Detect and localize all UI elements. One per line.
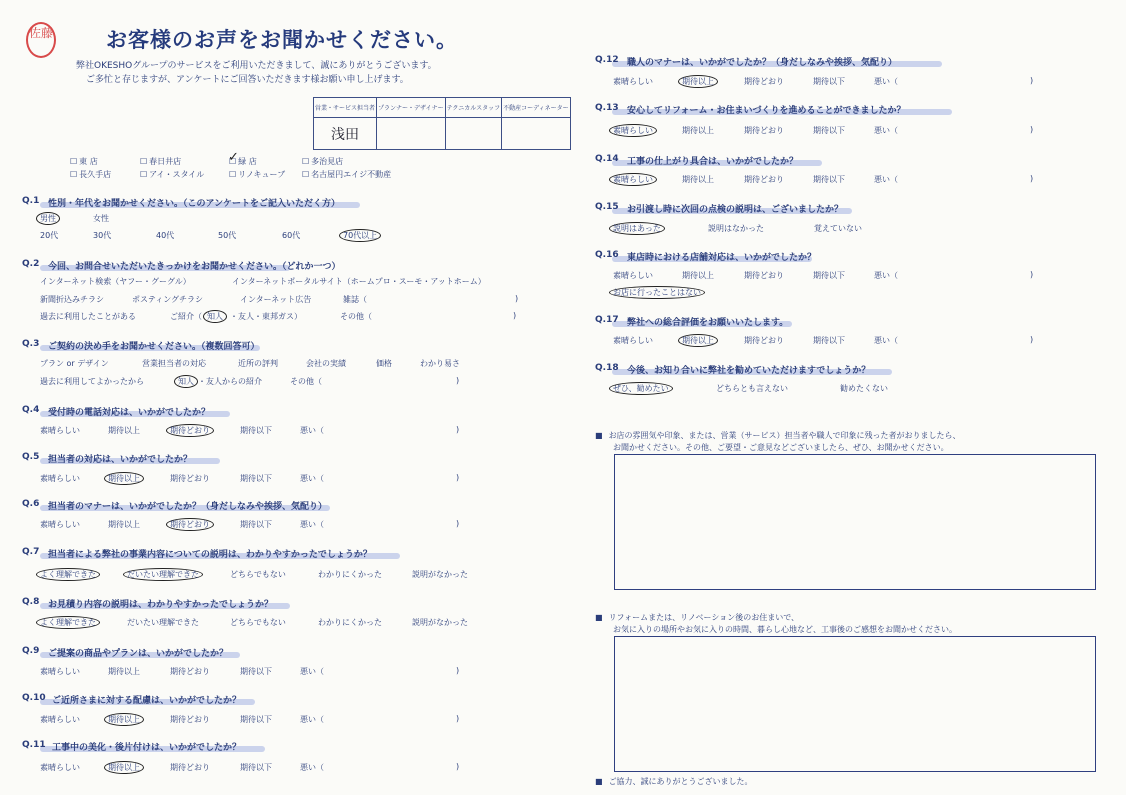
q17-option[interactable]: 素晴らしい	[613, 336, 653, 345]
q5-option[interactable]: 素晴らしい	[40, 474, 80, 483]
staff-value[interactable]	[377, 118, 446, 150]
q3-option[interactable]: 知人	[174, 375, 198, 388]
q6-option[interactable]: 期待以上	[108, 520, 140, 529]
staff-header: 営業・サービス担当者	[314, 98, 377, 118]
q3-option[interactable]: 近所の評判	[238, 359, 278, 368]
q2-option[interactable]: ご紹介（	[170, 312, 202, 321]
q6-option[interactable]: 期待どおり	[166, 518, 214, 531]
q11-option[interactable]: 期待どおり	[170, 763, 210, 772]
q10-label: Q.10	[22, 693, 46, 703]
page-title: お客様のお声をお聞かせください。	[106, 28, 458, 52]
q2-option: ・友人・東邦ガス）	[230, 312, 302, 321]
q14-option[interactable]: 期待以上	[682, 175, 714, 184]
comment2-prompt-line-2: お気に入りの場所やお気に入りの時間、暮らし心地など、工事後のご感想をお聞かせください。	[613, 625, 957, 634]
q11-label: Q.11	[22, 740, 46, 750]
q8-label: Q.8	[22, 597, 40, 607]
q17-label: Q.17	[595, 315, 619, 325]
q18-option[interactable]: 勧めたくない	[840, 384, 888, 393]
q2-paren: )	[515, 294, 519, 303]
store-checkbox[interactable]: ☐ 長久手店	[70, 169, 111, 180]
q12-option[interactable]: 悪い（	[874, 77, 898, 86]
q18-option[interactable]: ぜひ、勧めたい	[609, 382, 673, 395]
q16-option[interactable]: 期待以上	[682, 271, 714, 280]
q2-option[interactable]: インターネット広告	[240, 295, 312, 304]
q8-option[interactable]: 説明がなかった	[412, 618, 468, 627]
staff-header: 不動産コーディネーター	[502, 98, 571, 118]
q5-option[interactable]: 期待以下	[240, 474, 272, 483]
q3-option[interactable]: 営業担当者の対応	[142, 359, 206, 368]
q10-option[interactable]: 素晴らしい	[40, 715, 80, 724]
q14-option[interactable]: 期待以下	[813, 175, 845, 184]
q14-title: 工事の仕上がり具合は、いかがでしたか？	[627, 157, 799, 167]
q6-option[interactable]: 期待以下	[240, 520, 272, 529]
q14-paren: )	[1030, 174, 1034, 183]
q13-title: 安心してリフォーム・お住まいづくりを進めることができましたか？	[627, 106, 906, 116]
q17-paren: )	[1030, 335, 1034, 344]
q5-option[interactable]: 期待どおり	[170, 474, 210, 483]
staff-table	[313, 97, 571, 150]
q6-title: 担当者のマナーは、いかがでしたか？（身だしなみや挨拶、気配り）	[48, 502, 328, 512]
q8-option[interactable]: よく理解できた	[36, 616, 100, 629]
store-checkbox[interactable]: ☐ 多治見店	[302, 156, 343, 167]
q11-option[interactable]: 素晴らしい	[40, 763, 80, 772]
q17-option[interactable]: 期待どおり	[744, 336, 784, 345]
q7-option[interactable]: よく理解できた	[36, 568, 100, 581]
comment1-box[interactable]	[614, 454, 1096, 590]
q9-option[interactable]: 期待どおり	[170, 667, 210, 676]
q2-title: 今回、お問合せいただいたきっかけをお聞かせください。（どれか一つ）	[48, 262, 341, 272]
q1-option[interactable]: 女性	[93, 214, 109, 223]
q10-option[interactable]: 悪い（	[300, 715, 324, 724]
store-checkbox[interactable]: ☐ 春日井店	[140, 156, 181, 167]
q18-label: Q.18	[595, 363, 619, 373]
q7-option[interactable]: 説明がなかった	[412, 570, 468, 579]
q15-option[interactable]: 説明はあった	[609, 222, 665, 235]
staff-header: プランナー・デザイナー	[377, 98, 446, 118]
q4-option[interactable]: 期待どおり	[166, 424, 214, 437]
q4-title: 受付時の電話対応は、いかがでしたか？	[48, 408, 211, 418]
q12-option[interactable]: 期待以上	[678, 75, 718, 88]
q10-option[interactable]: 期待以下	[240, 715, 272, 724]
q3-option[interactable]: 過去に利用してよかったから	[40, 377, 144, 386]
q15-label: Q.15	[595, 202, 619, 212]
q14-label: Q.14	[595, 154, 619, 164]
staff-value[interactable]	[502, 118, 571, 150]
q14-option[interactable]: 悪い（	[874, 175, 898, 184]
q7-option[interactable]: わかりにくかった	[318, 570, 382, 579]
q16-option[interactable]: 期待どおり	[744, 271, 784, 280]
q3-paren: )	[456, 376, 460, 385]
q6-option[interactable]: 素晴らしい	[40, 520, 80, 529]
q1-age[interactable]: 60代	[282, 231, 301, 240]
store-checkbox[interactable]: ☐ 緑 店	[229, 156, 257, 167]
q12-title: 職人のマナーは、いかがでしたか？（身だしなみや挨拶、気配り）	[627, 58, 898, 68]
q2-option[interactable]: 過去に利用したことがある	[40, 312, 136, 321]
q10-paren: )	[456, 714, 460, 723]
q2-option[interactable]: 知人	[203, 310, 227, 323]
q16-label: Q.16	[595, 250, 619, 260]
store-checkbox[interactable]: ☐ リノキューブ	[229, 169, 285, 180]
q15-option[interactable]: 覚えていない	[814, 224, 862, 233]
q7-title: 担当者による弊社の事業内容についての説明は、わかりやすかったでしょうか？	[48, 550, 372, 560]
q3-option[interactable]: その他（	[290, 377, 322, 386]
q4-option[interactable]: 期待以上	[108, 426, 140, 435]
q16-option-no-visit[interactable]: お店に行ったことはない	[609, 286, 705, 299]
q17-option[interactable]: 期待以上	[678, 334, 718, 347]
q11-paren: )	[456, 762, 460, 771]
q1-age[interactable]: 70代以上	[339, 229, 381, 242]
q13-option[interactable]: 期待以下	[813, 126, 845, 135]
q13-option[interactable]: 期待どおり	[744, 126, 784, 135]
q1-age[interactable]: 20代	[40, 231, 59, 240]
q3-label: Q.3	[22, 339, 40, 349]
q5-label: Q.5	[22, 452, 40, 462]
q18-title: 今後、お知り合いに弊社を勧めていただけますでしょうか？	[627, 366, 871, 376]
q16-paren: )	[1030, 270, 1034, 279]
q5-title: 担当者の対応は、いかがでしたか？	[48, 455, 193, 465]
q13-option[interactable]: 素晴らしい	[609, 124, 657, 137]
q1-age[interactable]: 30代	[93, 231, 112, 240]
q3-option[interactable]: 価格	[376, 359, 392, 368]
q12-option[interactable]: 期待どおり	[744, 77, 784, 86]
q12-option[interactable]: 素晴らしい	[613, 77, 653, 86]
q1-label: Q.1	[22, 196, 40, 206]
q6-option[interactable]: 悪い（	[300, 520, 324, 529]
q10-option[interactable]: 期待以上	[104, 713, 144, 726]
q13-paren: )	[1030, 125, 1034, 134]
q2-option[interactable]: 新聞折込みチラシ	[40, 295, 104, 304]
q1-title: 性別・年代をお聞かせください。（このアンケートをご記入いただく方）	[48, 199, 340, 209]
q11-option[interactable]: 悪い（	[300, 763, 324, 772]
q2-option[interactable]: ポスティングチラシ	[132, 295, 204, 304]
q15-title: お引渡し時に次回の点検の説明は、ございましたか？	[627, 205, 844, 215]
intro-line-2: ご多忙と存じますが、アンケートにご回答いただきます様お願い申し上げます。	[86, 75, 409, 85]
q8-title: お見積り内容の説明は、わかりやすかったでしょうか？	[48, 600, 274, 610]
q1-age[interactable]: 50代	[218, 231, 237, 240]
q2-option[interactable]: 雑誌（	[343, 295, 367, 304]
q7-option[interactable]: だいたい理解できた	[123, 568, 203, 581]
q17-option[interactable]: 期待以下	[813, 336, 845, 345]
q3-title: ご契約の決め手をお聞かせください。（複数回答可）	[48, 342, 260, 352]
q17-title: 弊社への総合評価をお願いいたします。	[627, 318, 789, 328]
q16-title: 東店時における店舗対応は、いかがでしたか？	[627, 253, 817, 263]
seal-stamp: 佐藤	[26, 22, 56, 58]
thanks-text: ■ ご協力、誠にありがとうございました。	[595, 776, 753, 787]
q2-option[interactable]: インターネット検索（ヤフー・グーグル）	[40, 277, 191, 286]
q5-paren: )	[456, 473, 460, 482]
q18-option[interactable]: どちらとも言えない	[716, 384, 788, 393]
check-mark-icon: ✓	[228, 150, 239, 165]
q9-option[interactable]: 期待以下	[240, 667, 272, 676]
q1-option[interactable]: 男性	[36, 212, 60, 225]
q11-option[interactable]: 期待以下	[240, 763, 272, 772]
q1-age[interactable]: 40代	[156, 231, 175, 240]
q4-label: Q.4	[22, 405, 40, 415]
q10-title: ご近所さまに対する配慮は、いかがでしたか？	[52, 696, 242, 706]
q3-option[interactable]: 会社の実績	[306, 359, 346, 368]
q3-option: ・友人からの紹介	[198, 377, 262, 386]
q11-title: 工事中の美化・後片付けは、いかがでしたか？	[52, 743, 242, 753]
q17-option[interactable]: 悪い（	[874, 336, 898, 345]
q12-option[interactable]: 期待以下	[813, 77, 845, 86]
q16-option[interactable]: 素晴らしい	[613, 271, 653, 280]
q4-option[interactable]: 素晴らしい	[40, 426, 80, 435]
q4-option[interactable]: 悪い（	[300, 426, 324, 435]
q2-option[interactable]: その他（	[340, 312, 372, 321]
store-checkbox[interactable]: ☐ 東 店	[70, 156, 98, 167]
q6-paren: )	[456, 519, 460, 528]
q7-option[interactable]: どちらでもない	[230, 570, 286, 579]
q15-option[interactable]: 説明はなかった	[708, 224, 764, 233]
q5-option[interactable]: 期待以上	[104, 472, 144, 485]
q3-option[interactable]: わかり易さ	[420, 359, 460, 368]
q9-paren: )	[456, 666, 460, 675]
q9-option[interactable]: 素晴らしい	[40, 667, 80, 676]
q5-option[interactable]: 悪い（	[300, 474, 324, 483]
q16-option[interactable]: 期待以下	[813, 271, 845, 280]
q13-option[interactable]: 悪い（	[874, 126, 898, 135]
q13-label: Q.13	[595, 103, 619, 113]
q9-title: ご提案の商品やプランは、いかがでしたか？	[48, 649, 229, 659]
q10-option[interactable]: 期待どおり	[170, 715, 210, 724]
staff-value[interactable]: 浅田	[314, 118, 377, 150]
store-checkbox[interactable]: ☐ 名古屋円エイジ不動産	[302, 169, 391, 180]
staff-header: テクニカルスタッフ	[445, 98, 501, 118]
q2-label: Q.2	[22, 259, 40, 269]
q4-paren: )	[456, 425, 460, 434]
q13-option[interactable]: 期待以上	[682, 126, 714, 135]
q8-option[interactable]: だいたい理解できた	[127, 618, 199, 627]
q16-option[interactable]: 悪い（	[874, 271, 898, 280]
q12-label: Q.12	[595, 55, 619, 65]
q3-option[interactable]: プラン or デザイン	[40, 359, 109, 368]
q8-option[interactable]: どちらでもない	[230, 618, 286, 627]
q14-option[interactable]: 素晴らしい	[609, 173, 657, 186]
staff-value[interactable]	[445, 118, 501, 150]
q2-option[interactable]: インターネットポータルサイト（ホームプロ・スーモ・アットホーム）	[232, 277, 486, 286]
q8-option[interactable]: わかりにくかった	[318, 618, 382, 627]
q12-paren: )	[1030, 76, 1034, 85]
q9-option[interactable]: 期待以上	[108, 667, 140, 676]
q2-paren: )	[513, 311, 517, 320]
q11-option[interactable]: 期待以上	[104, 761, 144, 774]
comment2-box[interactable]	[614, 636, 1096, 772]
q9-option[interactable]: 悪い（	[300, 667, 324, 676]
q6-label: Q.6	[22, 499, 40, 509]
q9-label: Q.9	[22, 646, 40, 656]
store-checkbox[interactable]: ☐ アイ・スタイル	[140, 169, 204, 180]
comment1-prompt-line-2: お聞かせください。その他、ご要望・ご意見などございましたら、ぜひ、お聞かせください。	[613, 443, 949, 452]
comment1-prompt-line-1: ■ お店の雰囲気や印象、または、営業（サービス）担当者や職人で印象に残った者がおりましたら、	[595, 430, 961, 441]
intro-line-1: 弊社OKESHOグループのサービスをご利用いただきまして、誠にありがとうございます。	[76, 61, 437, 71]
q14-option[interactable]: 期待どおり	[744, 175, 784, 184]
q7-label: Q.7	[22, 547, 40, 557]
q4-option[interactable]: 期待以下	[240, 426, 272, 435]
comment2-prompt-line-1: ■ リフォームまたは、リノベーション後のお住まいで、	[595, 612, 799, 623]
